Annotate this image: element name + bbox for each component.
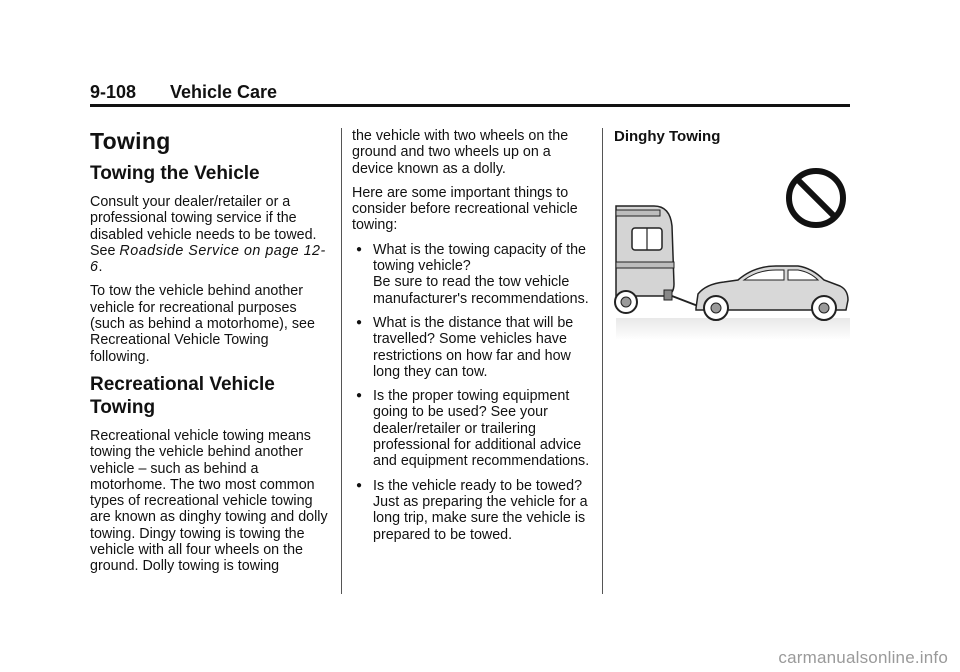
page-header xyxy=(90,82,277,103)
towed-car xyxy=(696,266,848,320)
paragraph-text: Consult your dealer/retailer or a professional towing service if the disabled vehicle needs to be towed. See xyxy=(90,194,317,259)
bullet-text: Is the proper towing equipment going to be used? See your dealer/retailer or trailering professional for additional advice and equipment recommendations. xyxy=(373,388,590,470)
motorhome xyxy=(615,206,674,313)
list-item xyxy=(352,315,590,380)
paragraph: To tow the vehicle behind another vehicle for recreational purposes (such as behind a motorhome), see Recreational Vehicle Towing following. xyxy=(90,283,315,365)
heading-towing: Towing xyxy=(90,128,171,154)
dinghy-towing-svg xyxy=(614,166,850,342)
bullet-icon: ● xyxy=(356,316,363,328)
heading-towing-the-vehicle: Towing the Vehicle xyxy=(90,163,260,184)
heading-dinghy-towing: Dinghy Towing xyxy=(614,128,721,145)
list-item xyxy=(352,388,590,469)
prohibited-icon xyxy=(789,171,843,225)
header-rule xyxy=(90,104,850,107)
column-1 xyxy=(90,128,328,583)
bullet-icon: ● xyxy=(356,243,363,255)
ground xyxy=(616,318,850,340)
column-divider xyxy=(602,128,603,594)
bullet-text: What is the towing capacity of the towing vehicle? xyxy=(373,241,586,275)
list-item xyxy=(352,242,590,307)
column-divider xyxy=(341,128,342,594)
bullet-icon: ● xyxy=(356,479,363,491)
column-3 xyxy=(614,128,850,146)
bullet-text: Is the vehicle ready to be towed? Just as preparing the vehicle for a long trip, make sure the vehicle is prepared to be towed. xyxy=(373,477,588,543)
list-item xyxy=(352,478,590,543)
paragraph: Recreational vehicle towing means towing the vehicle behind another vehicle – such as behind a motorhome. The two most common types of recreational vehicle towing are known as dinghy towing and dolly towing. Dingy towing is towing the vehicle with all four wheels on the ground. Dolly towing is towing xyxy=(90,427,328,575)
bullet-text: Be sure to read the tow vehicle manufacturer's recommendations. xyxy=(373,274,589,307)
section-title: Vehicle Care xyxy=(170,82,278,102)
paragraph xyxy=(90,194,328,275)
bullet-icon: ● xyxy=(356,390,363,402)
column-2 xyxy=(352,128,590,551)
bullet-text: What is the distance that will be travelled? Some vehicles have restrictions on how far and how long they can tow. xyxy=(373,314,574,380)
paragraph: Here are some important things to consider before recreational vehicle towing: xyxy=(352,184,578,234)
page-number: 9-108 xyxy=(90,82,137,102)
heading-recreational-vehicle-towing: Recreational Vehicle Towing xyxy=(90,373,275,418)
bullet-list xyxy=(352,242,590,543)
dinghy-towing-illustration xyxy=(614,166,850,342)
paragraph: the vehicle with two wheels on the ground and two wheels up on a device known as a dolly. xyxy=(352,128,569,177)
watermark: carmanualsonline.info xyxy=(778,648,948,667)
paragraph-end: . xyxy=(98,259,103,276)
roadside-service-link[interactable]: Roadside Service on page 12-6 xyxy=(90,242,326,276)
